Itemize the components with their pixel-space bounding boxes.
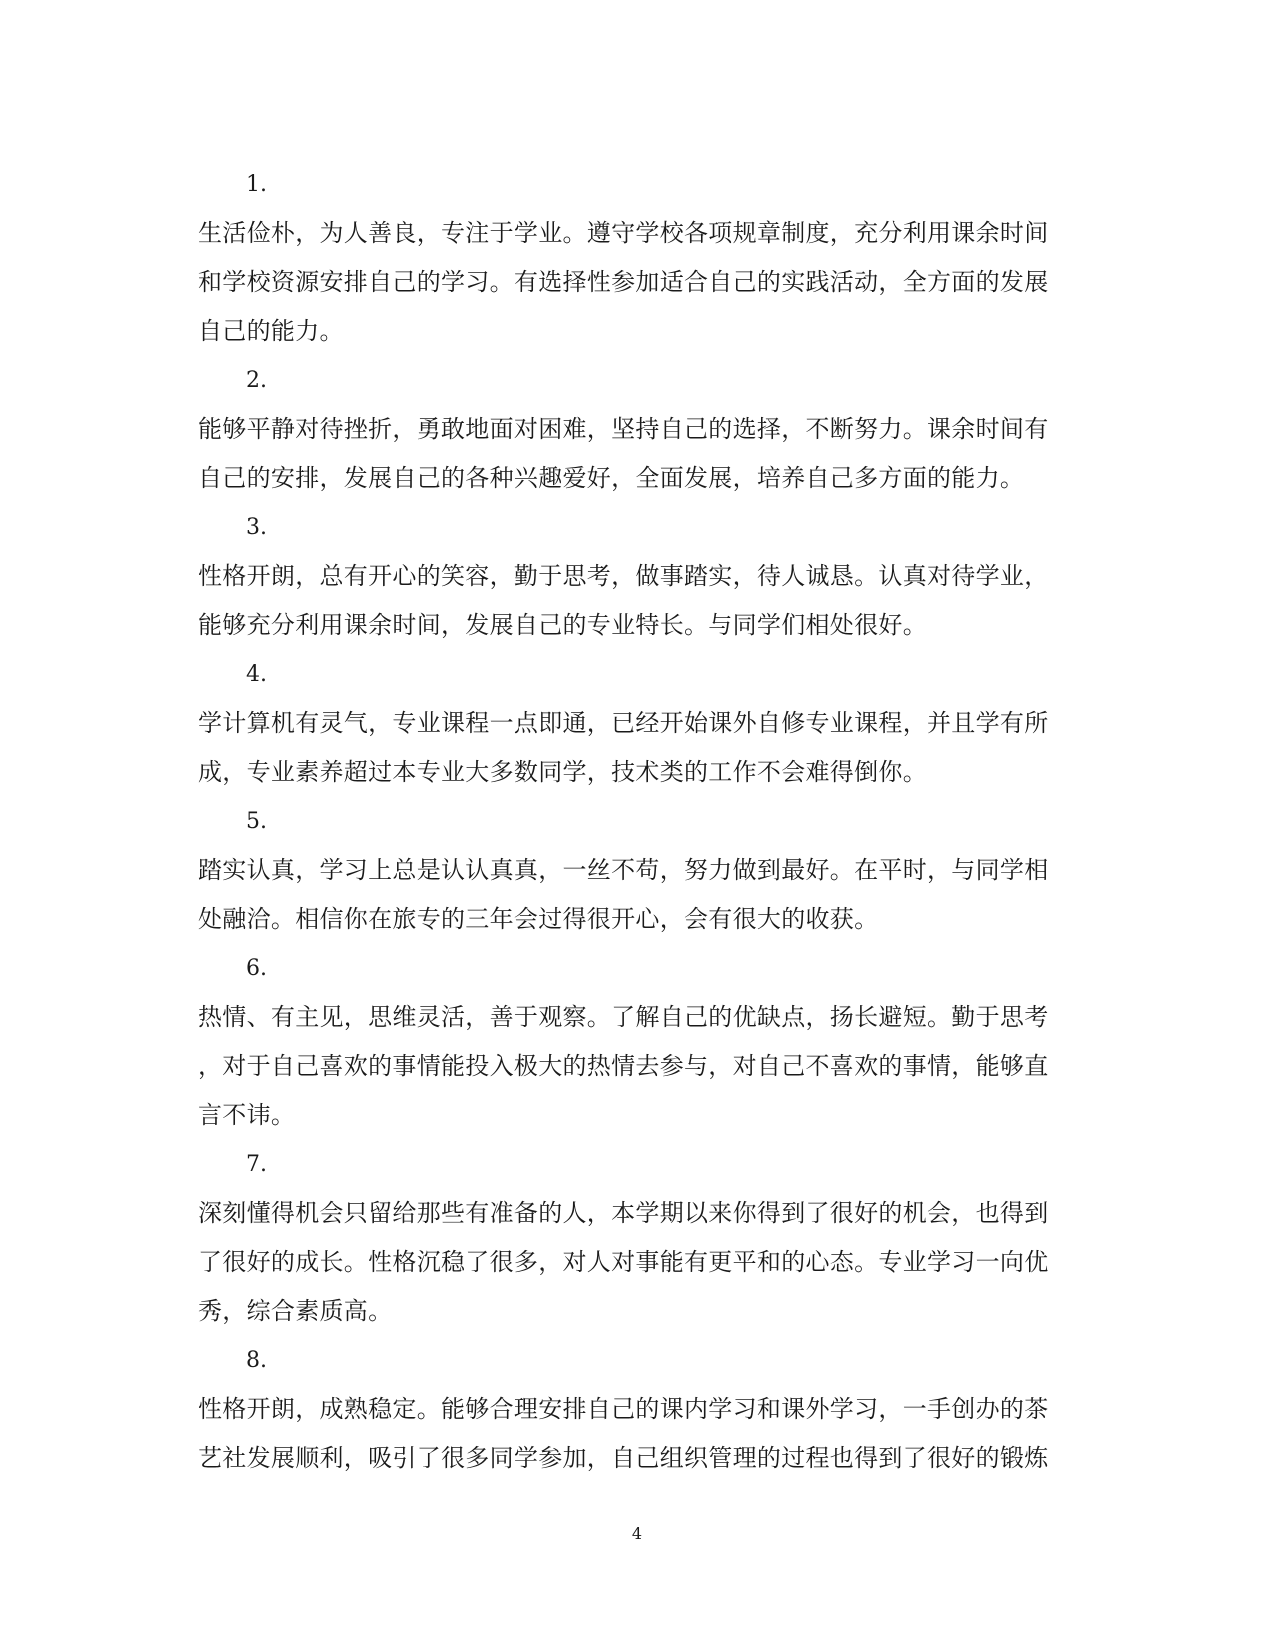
entry-7 — [198, 1140, 1078, 1336]
entry-2 — [198, 356, 1078, 503]
entry-number: 2. — [246, 368, 267, 393]
entry-text-line: 秀，综合素质高。 — [198, 1297, 393, 1325]
entry-text-line: 和学校资源安排自己的学习。有选择性参加适合自己的实践活动，全方面的发展 — [198, 268, 1049, 296]
entry-8 — [198, 1336, 1078, 1483]
entry-text-line: 生活俭朴，为人善良，专注于学业。遵守学校各项规章制度，充分利用课余时间 — [198, 219, 1049, 247]
entry-text-line: 踏实认真，学习上总是认认真真，一丝不苟，努力做到最好。在平时，与同学相 — [198, 856, 1049, 884]
entry-6 — [198, 944, 1078, 1140]
entry-text-line: 能够充分利用课余时间，发展自己的专业特长。与同学们相处很好。 — [198, 611, 927, 639]
entry-number: 3. — [246, 515, 267, 540]
entry-number: 6. — [246, 956, 267, 981]
entry-number: 4. — [246, 662, 267, 687]
entry-3 — [198, 503, 1078, 650]
entry-number: 5. — [246, 809, 267, 834]
entry-text-line: ，对于自己喜欢的事情能投入极大的热情去参与，对自己不喜欢的事情，能够直 — [198, 1052, 1049, 1080]
entry-text-line: 处融洽。相信你在旅专的三年会过得很开心，会有很大的收获。 — [198, 905, 879, 933]
entry-text-line: 自己的安排，发展自己的各种兴趣爱好，全面发展，培养自己多方面的能力。 — [198, 464, 1025, 492]
entry-text-line: 艺社发展顺利，吸引了很多同学参加，自己组织管理的过程也得到了很好的锻炼 — [198, 1444, 1049, 1472]
entry-text-line: 言不讳。 — [198, 1101, 296, 1129]
entry-number: 7. — [246, 1152, 267, 1177]
page-number: 4 — [631, 1524, 643, 1543]
entry-5 — [198, 797, 1078, 944]
entry-text-line: 自己的能力。 — [198, 317, 344, 345]
entry-1 — [198, 160, 1078, 356]
entry-text-line: 性格开朗，总有开心的笑容，勤于思考，做事踏实，待人诚恳。认真对待学业， — [198, 562, 1049, 590]
entry-number: 8. — [246, 1348, 267, 1373]
entry-text-line: 性格开朗，成熟稳定。能够合理安排自己的课内学习和课外学习，一手创办的茶 — [198, 1395, 1049, 1423]
entry-text-line: 成，专业素养超过本专业大多数同学，技术类的工作不会难得倒你。 — [198, 758, 927, 786]
entry-text-line: 了很好的成长。性格沉稳了很多，对人对事能有更平和的心态。专业学习一向优 — [198, 1248, 1049, 1276]
entry-text-line: 深刻懂得机会只留给那些有准备的人，本学期以来你得到了很好的机会，也得到 — [198, 1199, 1049, 1227]
entry-4 — [198, 650, 1078, 797]
entry-text-line: 学计算机有灵气，专业课程一点即通，已经开始课外自修专业课程，并且学有所 — [198, 709, 1049, 737]
entry-text-line: 热情、有主见，思维灵活，善于观察。了解自己的优缺点，扬长避短。勤于思考 — [198, 1003, 1049, 1031]
entry-text-line: 能够平静对待挫折，勇敢地面对困难，坚持自己的选择，不断努力。课余时间有 — [198, 415, 1049, 443]
entry-number: 1. — [246, 172, 267, 197]
document-body — [198, 160, 1078, 1483]
